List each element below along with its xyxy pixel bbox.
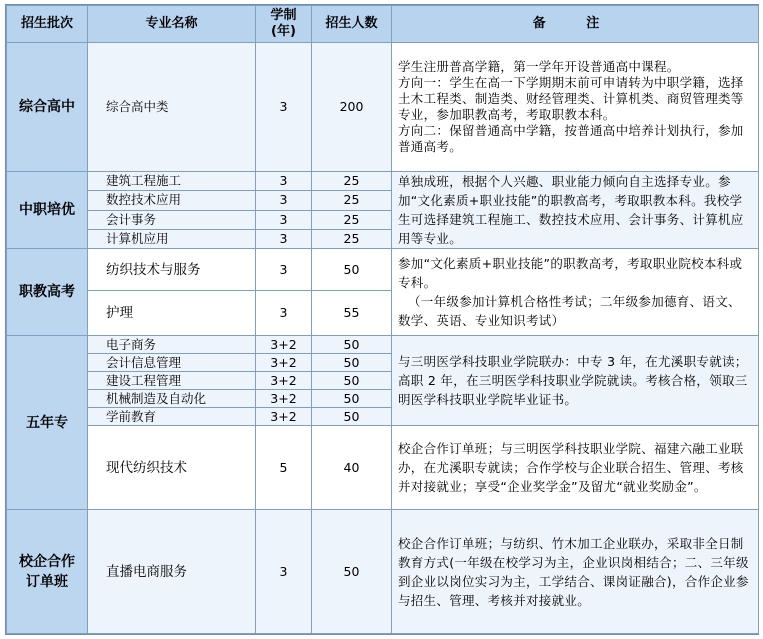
header-batch: 招生批次 xyxy=(7,6,88,43)
years-cell: 3 xyxy=(256,191,312,210)
remark-line: 方向二：保留普通高中学籍，按普通高中培养计划执行，参加普通高考。 xyxy=(398,123,744,154)
enroll-cell: 50 xyxy=(312,249,392,291)
major-cell: 建设工程管理 xyxy=(88,372,256,390)
enroll-cell: 50 xyxy=(312,354,392,372)
enroll-cell: 40 xyxy=(312,426,392,510)
remark-line: 学生注册普高学籍，第一学年开设普通高中课程。 xyxy=(398,59,680,74)
header-major: 专业名称 xyxy=(88,6,256,43)
enrollment-table-frame xyxy=(5,4,759,635)
years-cell: 3+2 xyxy=(256,354,312,372)
remark-cell xyxy=(392,336,759,426)
table-row xyxy=(7,426,759,510)
table-row xyxy=(7,510,759,634)
major-cell: 学前教育 xyxy=(88,408,256,426)
enroll-cell: 25 xyxy=(312,172,392,191)
major-cell: 会计信息管理 xyxy=(88,354,256,372)
major-cell: 建筑工程施工 xyxy=(88,172,256,191)
enrollment-table xyxy=(6,5,759,634)
remark-line: 方向一：学生在高一下学期期末前可申请转为中职学籍，选择土木工程类、制造类、财经管理类、计算机类、商贸管理类等专业，参加职教高考，考取职教本科。 xyxy=(398,75,744,122)
batch-label: 校企合作订单班 xyxy=(19,553,75,590)
table-row xyxy=(7,43,759,172)
table-row xyxy=(7,336,759,354)
header-remark: 备 注 xyxy=(392,6,759,43)
years-cell: 3 xyxy=(256,43,312,172)
remark-cell xyxy=(392,172,759,249)
table-row xyxy=(7,172,759,191)
enroll-cell: 25 xyxy=(312,191,392,210)
major-cell: 现代纺织技术 xyxy=(88,426,256,510)
remark-line: 单独成班，根据个人兴趣、职业能力倾向自主选择专业。参加“文化素质+职业技能”的职教高考，考取职教本科。我校学生可选择建筑工程施工、数控技术应用、会计事务、计算机应用等专业。 xyxy=(398,174,744,246)
remark-line: 参加“文化素质+职业技能”的职教高考，考取职业院校本科或专科。 xyxy=(398,256,743,290)
remark-line: 与三明医学科技职业学院联办：中专 3 年，在尤溪职专就读；高职 2 年，在三明医学科技职业学院就读。考核合格，领取三明医学科技职业学院毕业证书。 xyxy=(398,354,748,407)
remark-cell xyxy=(392,249,759,336)
remark-line: 校企合作订单班；与三明医学科技职业学院、福建六融工业联办，在尤溪职专就读；合作学校与企业联合招生、管理、考核并对接就业；享受“企业奖学金”及留尤“就业奖励金”。 xyxy=(398,441,744,494)
major-cell: 会计事务 xyxy=(88,210,256,229)
years-cell: 3+2 xyxy=(256,372,312,390)
header-years xyxy=(256,6,312,43)
remark-cell xyxy=(392,426,759,510)
table-row xyxy=(7,249,759,291)
enroll-cell: 50 xyxy=(312,372,392,390)
major-cell: 机械制造及自动化 xyxy=(88,390,256,408)
batch-cell: 五年专 xyxy=(7,336,88,510)
enroll-cell: 25 xyxy=(312,210,392,229)
batch-cell xyxy=(7,510,88,634)
batch-cell: 综合高中 xyxy=(7,43,88,172)
header-years-text: 学制(年) xyxy=(270,8,297,39)
enroll-cell: 50 xyxy=(312,510,392,634)
years-cell: 3+2 xyxy=(256,336,312,354)
years-cell: 3 xyxy=(256,249,312,291)
enroll-cell: 55 xyxy=(312,291,392,336)
major-cell: 纺织技术与服务 xyxy=(88,249,256,291)
years-cell: 3 xyxy=(256,229,312,248)
remark-line: 校企合作订单班；与纺织、竹木加工企业联办，采取非全日制教育方式(一年级在校学习为主，企业识岗相结合；二、三年级到企业以岗位实习为主，工学结合、课岗证融合)，合作企业参与招生、管理、考核并对接就业。 xyxy=(398,535,749,608)
major-cell: 直播电商服务 xyxy=(88,510,256,634)
remark-cell xyxy=(392,43,759,172)
enroll-cell: 200 xyxy=(312,43,392,172)
enroll-cell: 50 xyxy=(312,390,392,408)
batch-cell: 中职培优 xyxy=(7,172,88,249)
years-cell: 3 xyxy=(256,210,312,229)
enroll-cell: 50 xyxy=(312,336,392,354)
batch-cell: 职教高考 xyxy=(7,249,88,336)
years-cell: 3+2 xyxy=(256,390,312,408)
remark-cell xyxy=(392,510,759,634)
header-enroll: 招生人数 xyxy=(312,6,392,43)
years-cell: 5 xyxy=(256,426,312,510)
major-cell: 电子商务 xyxy=(88,336,256,354)
remark-line: （一年级参加计算机合格性考试；二年级参加德育、语文、数学、英语、专业知识考试） xyxy=(398,294,741,328)
years-cell: 3 xyxy=(256,172,312,191)
major-cell: 综合高中类 xyxy=(88,43,256,172)
enroll-cell: 25 xyxy=(312,229,392,248)
years-cell: 3+2 xyxy=(256,408,312,426)
header-row xyxy=(7,6,759,43)
major-cell: 计算机应用 xyxy=(88,229,256,248)
years-cell: 3 xyxy=(256,510,312,634)
major-cell: 数控技术应用 xyxy=(88,191,256,210)
enroll-cell: 50 xyxy=(312,408,392,426)
major-cell: 护理 xyxy=(88,291,256,336)
years-cell: 3 xyxy=(256,291,312,336)
